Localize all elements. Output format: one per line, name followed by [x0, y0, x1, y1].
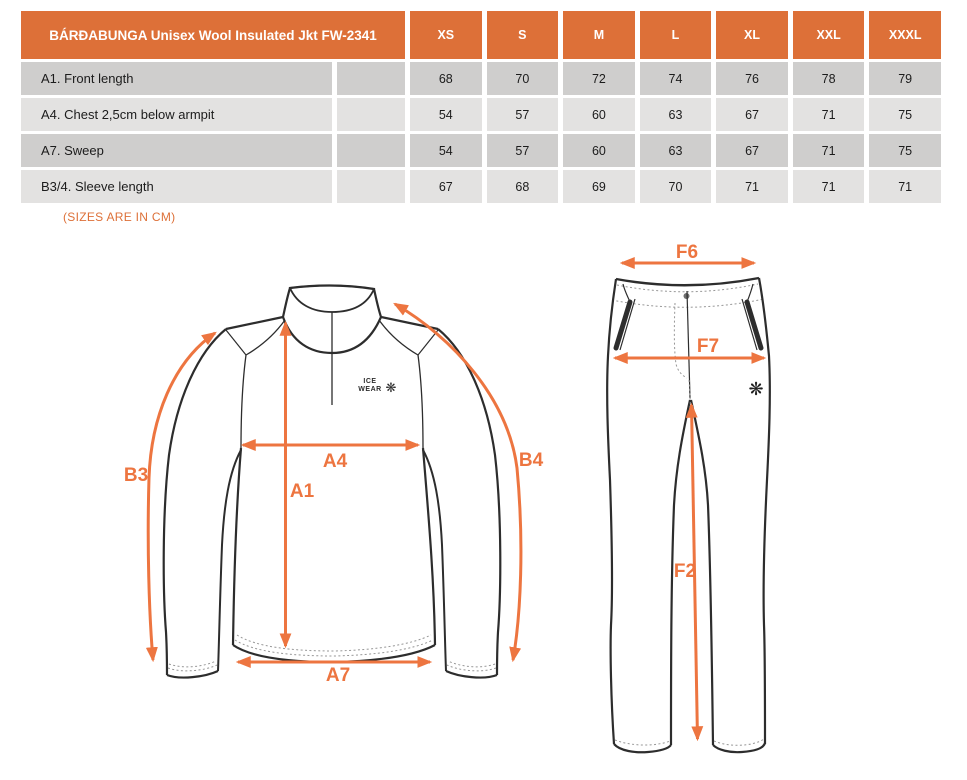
- pants-hem-left-stitch: [615, 740, 670, 745]
- empty-cell: [337, 98, 405, 131]
- value-cell: 79: [869, 62, 941, 95]
- measure-label: B3/4. Sleeve length: [21, 170, 332, 203]
- value-cell: 68: [487, 170, 559, 203]
- jacket-cuff-right-stitch: [448, 661, 495, 667]
- garment-diagrams: [0, 230, 967, 780]
- empty-cell: [337, 134, 405, 167]
- measure-label: A1. Front length: [21, 62, 332, 95]
- value-cell: 72: [563, 62, 635, 95]
- jacket-cuff-left: [167, 671, 218, 678]
- value-cell: 71: [869, 170, 941, 203]
- f6-label: F6: [675, 242, 699, 263]
- f7-label: F7: [696, 336, 720, 357]
- value-cell: 57: [487, 98, 559, 131]
- jacket-cuff-right-stitch: [447, 665, 496, 671]
- size-col-xxxl: XXXL: [869, 11, 941, 59]
- sizes-unit-note: (SIZES ARE IN CM): [63, 210, 176, 224]
- value-cell: 75: [869, 98, 941, 131]
- value-cell: 63: [640, 98, 712, 131]
- value-cell: 67: [410, 170, 482, 203]
- jacket-hem-stitch: [235, 640, 433, 656]
- pants-fly-stitch: [674, 303, 687, 378]
- jacket-side-left: [233, 448, 241, 645]
- size-col-xl: XL: [716, 11, 788, 59]
- value-cell: 78: [793, 62, 865, 95]
- measure-label: A4. Chest 2,5cm below armpit: [21, 98, 332, 131]
- empty-cell: [337, 170, 405, 203]
- value-cell: 70: [640, 170, 712, 203]
- measure-label: A7. Sweep: [21, 134, 332, 167]
- value-cell: 69: [563, 170, 635, 203]
- size-col-s: S: [487, 11, 559, 59]
- value-cell: 71: [793, 170, 865, 203]
- value-cell: 71: [716, 170, 788, 203]
- value-cell: 67: [716, 134, 788, 167]
- value-cell: 70: [487, 62, 559, 95]
- value-cell: 74: [640, 62, 712, 95]
- snowflake-icon: ❋: [748, 379, 764, 399]
- a7-label: A7: [325, 665, 351, 686]
- jacket-cuff-right: [446, 671, 497, 678]
- empty-cell: [337, 62, 405, 95]
- size-col-l: L: [640, 11, 712, 59]
- a4-label: A4: [322, 451, 348, 472]
- value-cell: 71: [793, 98, 865, 131]
- size-col-xxl: XXL: [793, 11, 865, 59]
- jacket-logo-text: ICE: [363, 378, 377, 385]
- pants-drawing: [607, 242, 770, 752]
- jacket-collar-top: [290, 285, 374, 312]
- size-table: [16, 8, 946, 206]
- product-title: BÁRÐABUNGA Unisex Wool Insulated Jkt FW-2341: [21, 11, 405, 59]
- pants-pocket-right-seam: [747, 284, 753, 302]
- size-table-header-row: [21, 11, 941, 59]
- pants-waist-top: [616, 278, 759, 285]
- jacket-sleeve-right-outer: [438, 329, 500, 675]
- table-row-front-length: [21, 62, 941, 95]
- jacket-cuff-left-stitch: [168, 665, 217, 671]
- value-cell: 68: [410, 62, 482, 95]
- jacket-drawing: [124, 285, 544, 686]
- jacket-raglan-seam-left: [241, 320, 285, 448]
- jacket-shoulder-left: [226, 317, 283, 329]
- table-row-chest: [21, 98, 941, 131]
- pants-hem-right: [713, 743, 765, 752]
- b3-measure-arrow: [148, 333, 215, 660]
- size-col-m: M: [563, 11, 635, 59]
- b4-label: B4: [518, 450, 544, 471]
- value-cell: 57: [487, 134, 559, 167]
- pants-hem-right-stitch: [714, 739, 764, 745]
- b3-label: B3: [123, 465, 149, 486]
- value-cell: 60: [563, 98, 635, 131]
- value-cell: 71: [793, 134, 865, 167]
- size-col-xs: XS: [410, 11, 482, 59]
- f2-label: F2: [673, 561, 697, 582]
- jacket-shoulder-seam-left: [226, 330, 246, 355]
- jacket-cuff-left-stitch: [169, 661, 216, 667]
- value-cell: 54: [410, 98, 482, 131]
- value-cell: 76: [716, 62, 788, 95]
- value-cell: 67: [716, 98, 788, 131]
- b4-measure-arrow: [395, 304, 521, 660]
- snowflake-icon: ❋: [385, 380, 397, 395]
- a1-label: A1: [289, 481, 315, 502]
- value-cell: 75: [869, 134, 941, 167]
- jacket-hem-stitch: [237, 635, 431, 651]
- table-row-sweep: [21, 134, 941, 167]
- jacket-hem: [233, 645, 435, 662]
- table-row-sleeve-length: [21, 170, 941, 203]
- value-cell: 54: [410, 134, 482, 167]
- value-cell: 63: [640, 134, 712, 167]
- jacket-logo-text: WEAR: [358, 386, 382, 393]
- value-cell: 60: [563, 134, 635, 167]
